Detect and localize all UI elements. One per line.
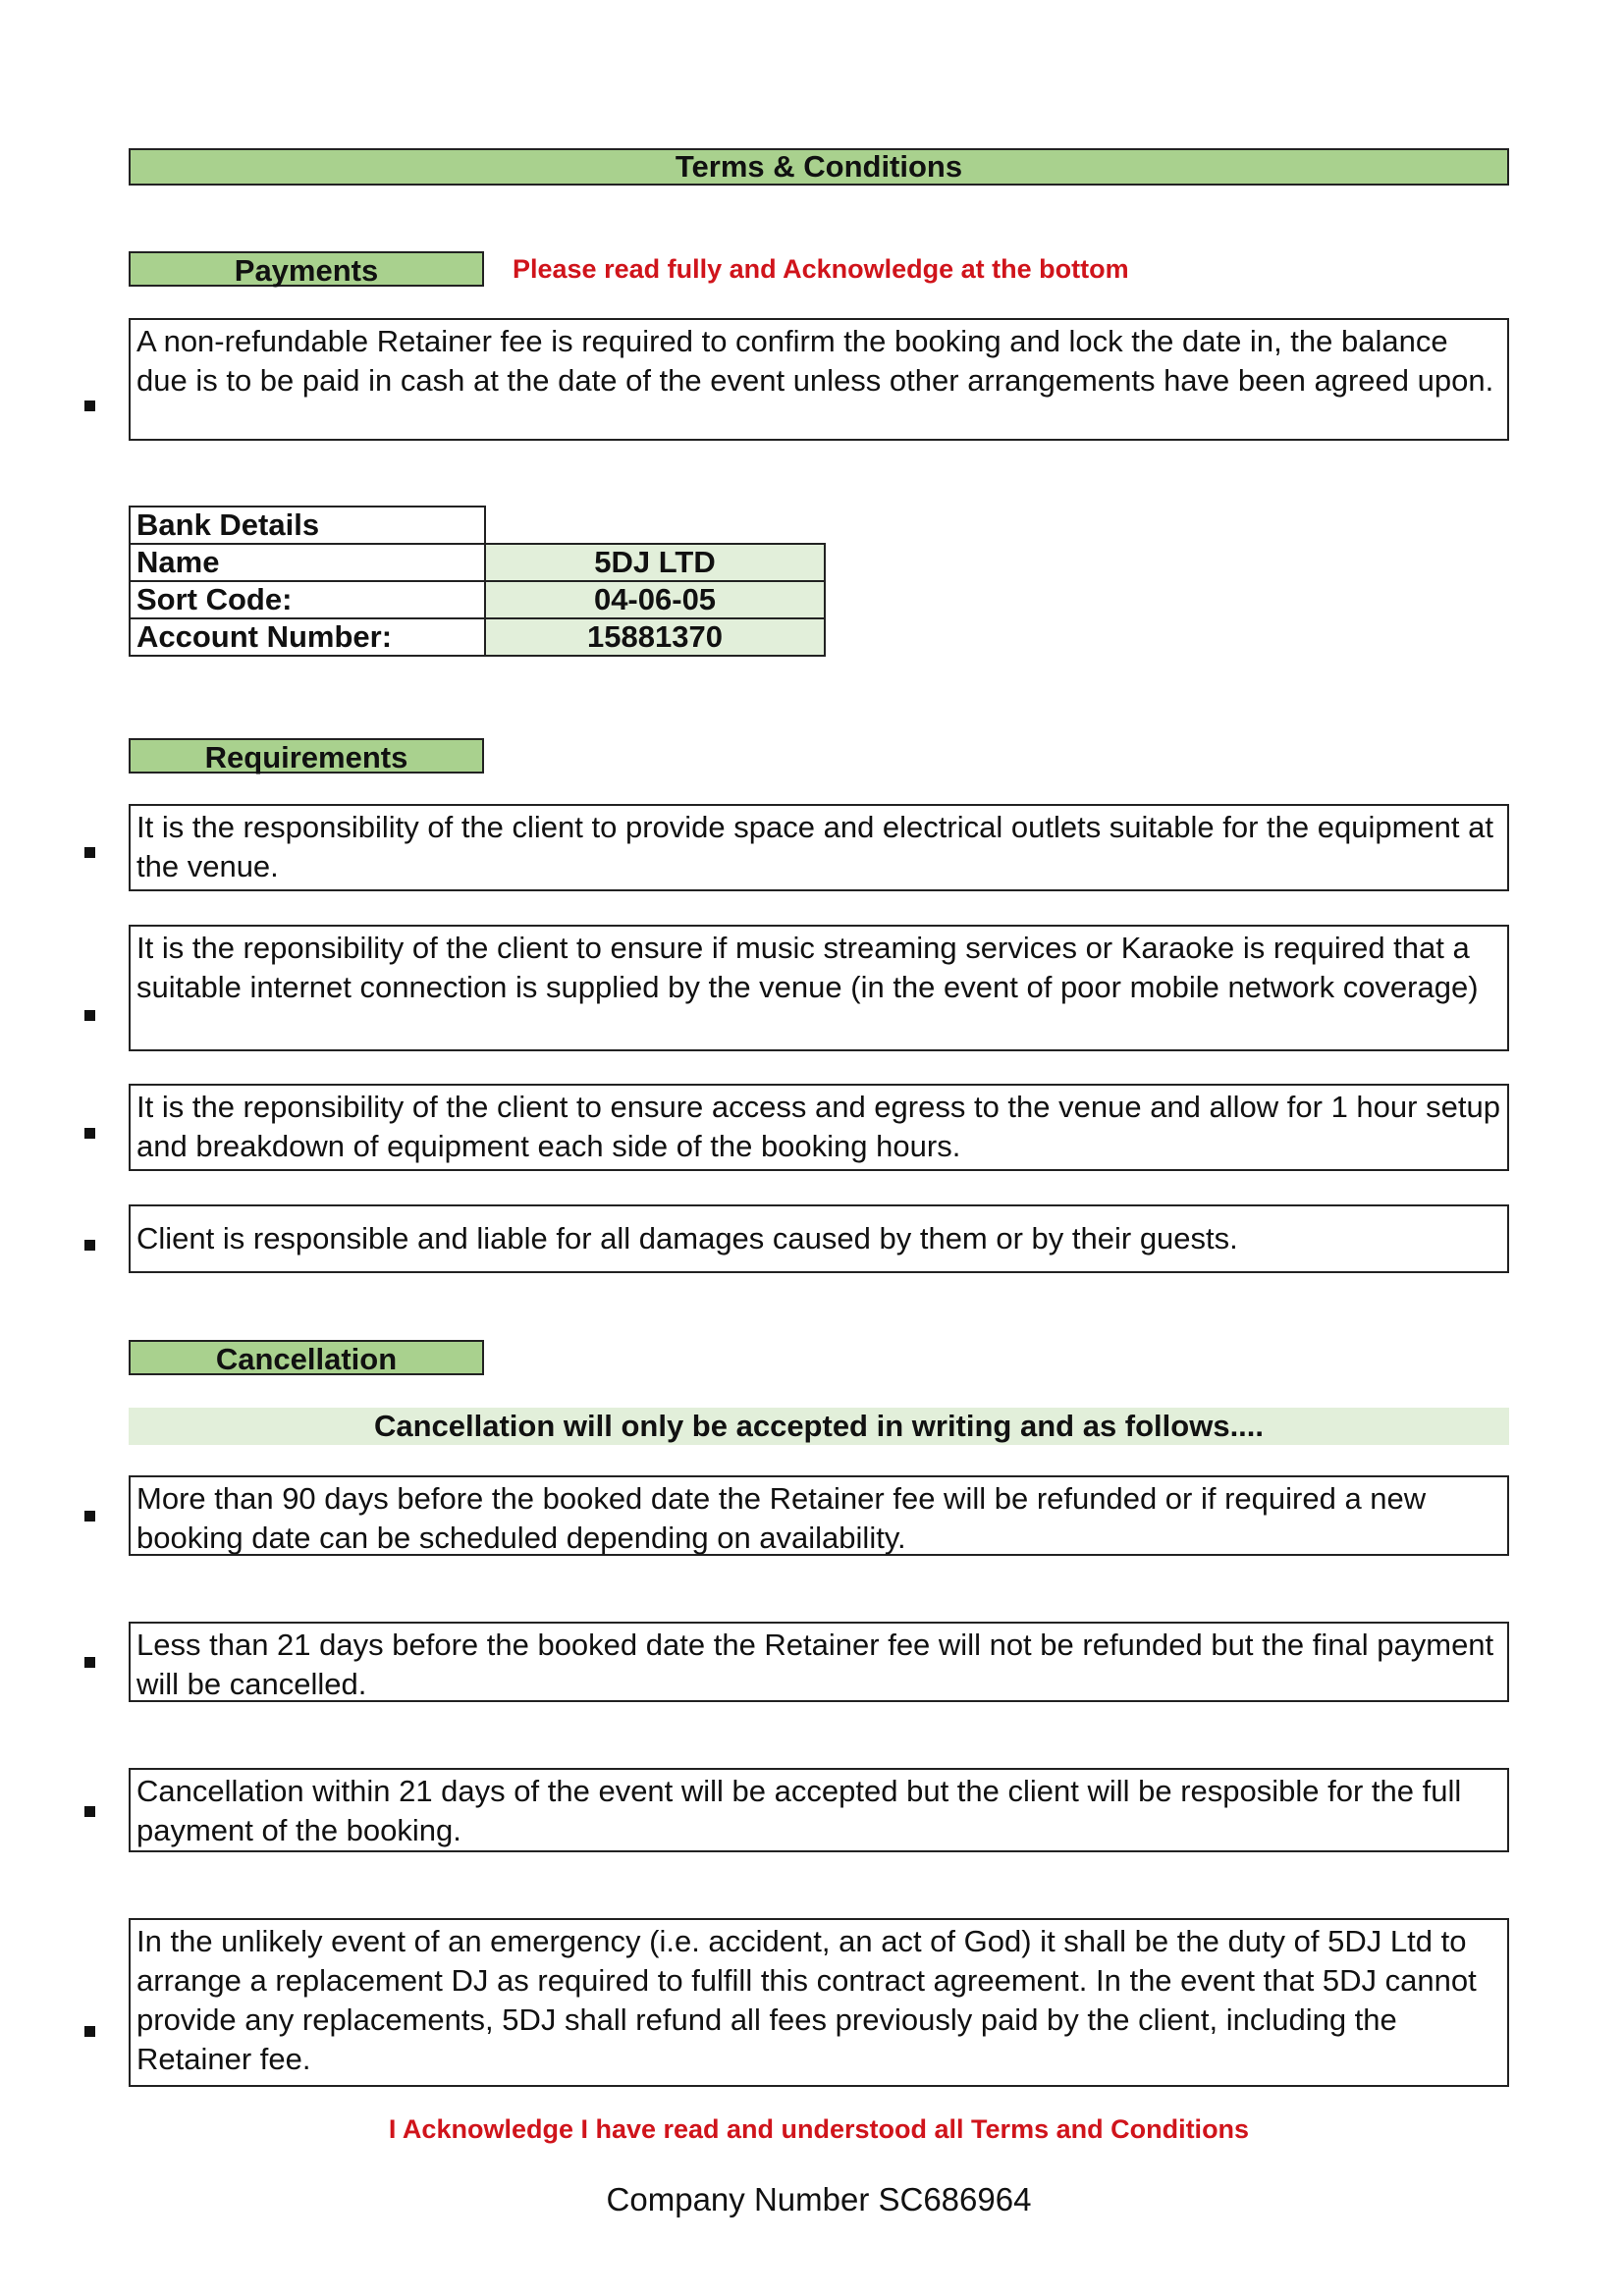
bullet-icon: [84, 1511, 95, 1522]
bullet-icon: [84, 1010, 95, 1021]
cancellation-banner: Cancellation will only be accepted in writing and as follows....: [129, 1408, 1509, 1445]
requirement-item: It is the responsibility of the client to provide space and electrical outlets suitable for the equipment at the venue.: [129, 804, 1509, 891]
cancellation-item: In the unlikely event of an emergency (i.e. accident, an act of God) it shall be the duty of 5DJ Ltd to arrange a replacement DJ as required to fulfill this contract agreement. In the event that 5DJ cannot provide any replacements, 5DJ shall refund all fees previously paid by the client, including the Retainer fee.: [129, 1918, 1509, 2087]
cancellation-item: Cancellation within 21 days of the event will be accepted but the client will be resposible for the full payment of the booking.: [129, 1768, 1509, 1852]
bank-name-label: Name: [130, 544, 485, 581]
requirement-item: It is the reponsibility of the client to ensure access and egress to the venue and allow for 1 hour setup and breakdown of equipment each side of the booking hours.: [129, 1084, 1509, 1171]
account-number-value: 15881370: [485, 618, 825, 656]
bullet-icon: [84, 1128, 95, 1139]
bullet-icon: [84, 1806, 95, 1817]
bullet-icon: [84, 847, 95, 858]
bank-name-value: 5DJ LTD: [485, 544, 825, 581]
cancellation-item: More than 90 days before the booked date the Retainer fee will be refunded or if required a new booking date can be scheduled depending on availability.: [129, 1475, 1509, 1556]
cancellation-item: Less than 21 days before the booked date the Retainer fee will not be refunded but the final payment will be cancelled.: [129, 1622, 1509, 1702]
table-row: [130, 544, 825, 581]
requirements-heading: Requirements: [129, 738, 484, 774]
sort-code-label: Sort Code:: [130, 581, 485, 618]
bank-details-heading: Bank Details: [130, 507, 485, 544]
bank-details-table: [129, 506, 826, 657]
bullet-icon: [84, 1657, 95, 1668]
cancellation-heading: Cancellation: [129, 1340, 484, 1375]
requirement-item: It is the reponsibility of the client to ensure if music streaming services or Karaoke is required that a suitable internet connection is supplied by the venue (in the event of poor mobile network coverage): [129, 925, 1509, 1051]
sort-code-value: 04-06-05: [485, 581, 825, 618]
table-row: [130, 507, 825, 544]
bullet-icon: [84, 400, 95, 411]
bullet-icon: [84, 2026, 95, 2037]
acknowledgement-text: I Acknowledge I have read and understood all Terms and Conditions: [388, 2114, 1250, 2144]
page-title: Terms & Conditions: [129, 148, 1509, 186]
company-number: Company Number SC686964: [606, 2181, 1032, 2217]
payment-clause: A non-refundable Retainer fee is required to confirm the booking and lock the date in, the balance due is to be paid in cash at the date of the event unless other arrangements have been agreed upon.: [129, 318, 1509, 441]
requirement-item: Client is responsible and liable for all damages caused by them or by their guests.: [129, 1204, 1509, 1273]
account-number-label: Account Number:: [130, 618, 485, 656]
bullet-icon: [84, 1240, 95, 1251]
payments-heading: Payments: [129, 251, 484, 287]
read-notice: Please read fully and Acknowledge at the bottom: [513, 254, 1129, 284]
table-row: [130, 581, 825, 618]
table-row: [130, 618, 825, 656]
